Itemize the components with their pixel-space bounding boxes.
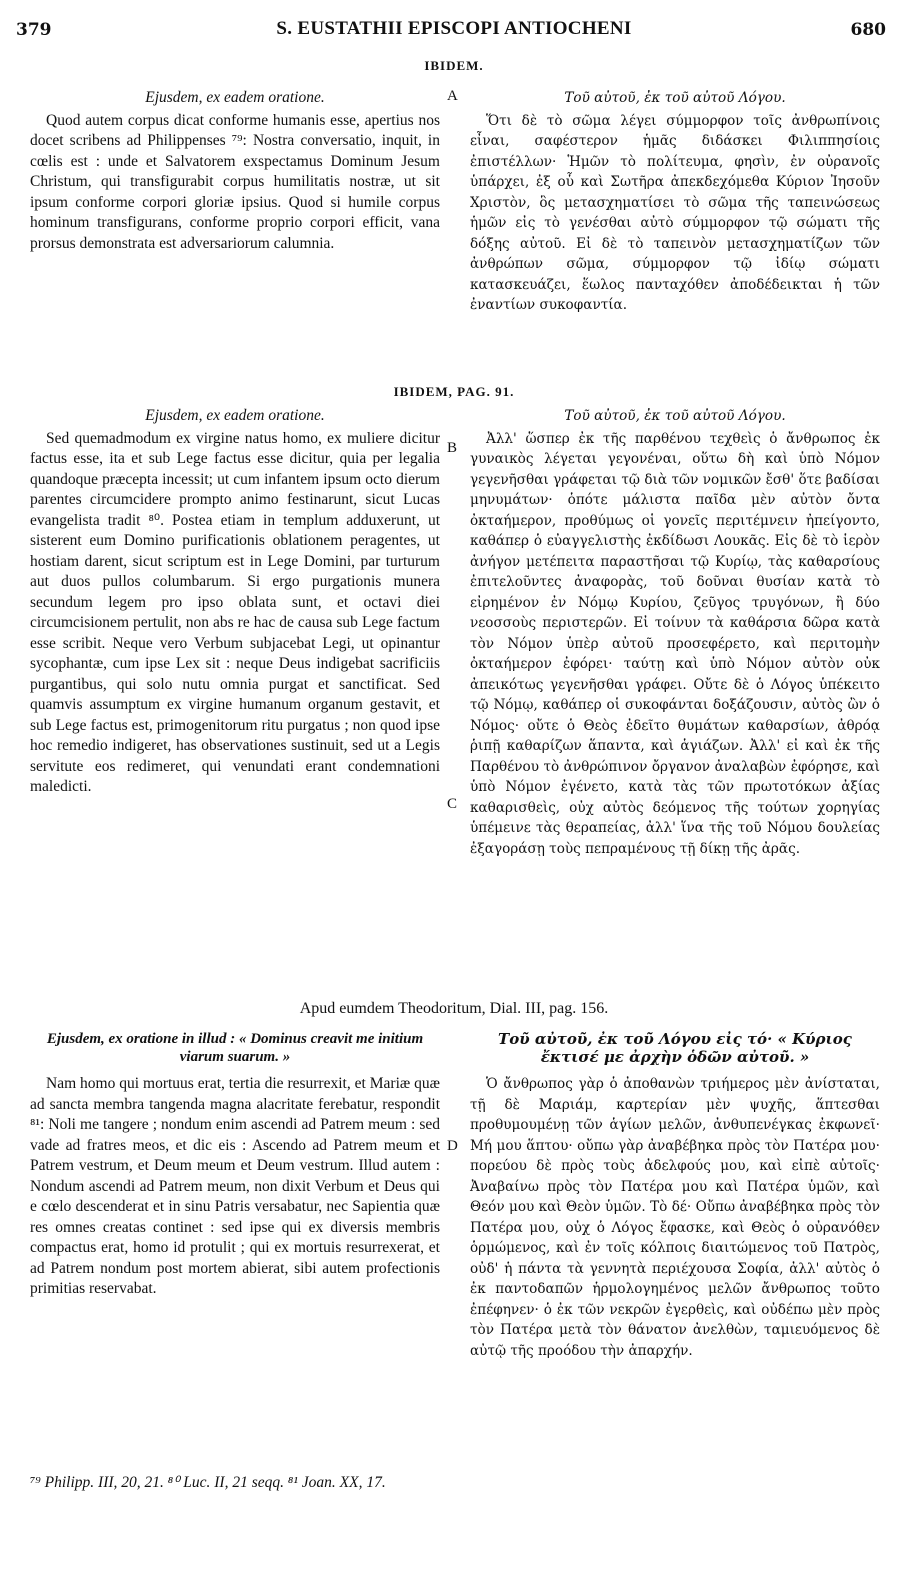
latin-column-3	[30, 1030, 440, 1300]
footnotes: ⁷⁹ Philipp. III, 20, 21. ⁸⁰ Luc. II, 21 seqq. ⁸¹ Joan. XX, 17.	[30, 1474, 386, 1491]
latin-heading-2: Ejusdem, ex eadem oratione.	[145, 407, 325, 424]
section-heading-theodoritum: Apud eumdem Theodoritum, Dial. III, pag. 156.	[299, 1000, 609, 1017]
latin-text-2: Sed quemadmodum ex virgine natus homo, ex muliere dicitur factus esse, ita et sub Lege factus esse dicitur, quia per legalia quandoque præcepta incessit; ut cum infantem ipsum octo dierum parentes circumcidere prompto animo festinarunt, sicut Lucas evangelista tradit ⁸⁰. Postea etiam in templum adduxerunt, ut sisterent eum Domino purificationis oblationem peragentes, ut hostiam darent, sicut scriptum est in Lege Domini, par turturum aut duos pullos columbarum. Si ergo purgationis munera secundum legem pro ipso oblata sunt, et octavi diei circumcisionem pertulit, non abs re hac de causa sub Lege factum esse scribit. Neque vero Verbum subjacebat Legi, ut opinantur sycophantæ, cum ipse Lex sit : neque Deus indigebat sacrificiis purgantibus, qui solo nutu omnia purgat et sanctificat. Sed quamvis assumptum ex virgine humanum organum gestavit, et sub Lege factus est, primogenitorum ritu purgatus ; non quod ipse hoc remedio indigeret, has observationes sustinuit, sed ut a Legis servitute eos redimeret, qui venundati erant condemnationi maledicti.	[30, 429, 440, 795]
margin-marker-d: D	[447, 1138, 458, 1154]
greek-text-1: Ὅτι δὲ τὸ σῶμα λέγει σύμμορφον τοῖς ἀνθρωπίνοις εἶναι, σαφέστερον ἡμᾶς διδάσκει Φιλιππησίοις ἐπιστέλλων· Ἡμῶν τὸ πολίτευμα, φησὶν, ἐν οὐρανοῖς ὑπάρχει, ἐξ οὗ καὶ Σωτῆρα ἀπεκδεχόμεθα Κύριον Ἰησοῦν Χριστὸν, ὃς μετασχηματίσει τὸ σῶμα τῆς ταπεινώσεως ἡμῶν εἰς τὸ γενέσθαι αὐτὸ σύμμορφον τῷ σώματι τῆς δόξης αὐτοῦ. Εἰ δὲ τὸ ταπεινὸν μετασχηματίζων τῶν ἀνθρώπων σῶμα, σύμμορφον τῷ ἰδίῳ σώματι κατασκευάζει, ἕωλος πανταχόθεν ἀποδέδεικται ἡ τῶν ἐναντίων συκοφαντία.	[470, 112, 880, 313]
greek-column-2	[470, 406, 880, 859]
greek-column-3	[470, 1030, 880, 1361]
margin-marker-b: B	[447, 440, 458, 456]
latin-text-1: Quod autem corpus dicat conforme humanis esse, apertius nos docet scribens ad Philippenses ⁷⁹: Nostra conversatio, inquit, in cœlis est : unde et Salvatorem exspectamus Dominum Jesum Christum, qui transfigurabit corpus humilitatis nostræ, ut sit ipsum conforme corpori gloriæ ipsius. Quod si humile corpus hominum transfigurans, conforme proprio corpori efficit, vana prorsus demonstrata est adversariorum calumnia.	[30, 111, 440, 252]
running-title: S. EUSTATHII EPISCOPI ANTIOCHENI	[276, 18, 632, 39]
greek-heading-2: Τοῦ αὐτοῦ, ἐκ τοῦ αὐτοῦ Λόγου.	[564, 408, 786, 424]
greek-heading-3: Τοῦ αὐτοῦ, ἐκ τοῦ Λόγου εἰς τό· « Κύριος ἔκτισέ με ἀρχὴν ὁδῶν αὐτοῦ. »	[498, 1030, 852, 1066]
greek-text-3: Ὁ ἄνθρωπος γὰρ ὁ ἀποθανὼν τριήμερος μὲν ἀνίσταται, τῇ δὲ Μαριάμ, καρτερίαν μὲν ψυχῆς, ἅπτεσθαι προθυμουμένῃ τῶν ἁγίων μελῶν, ἀνθυπενέγκας ἐκφωνεῖ· Μή μου ἅπτου· οὔπω γὰρ ἀναβέβηκα πρὸς τὸν Πατέρα μου· πορεύου δὲ πρὸς τοὺς ἀδελφούς μου, καὶ εἰπὲ αὐτοῖς· Ἀναβαίνω πρὸς τὸν Πατέρα μου καὶ Πατέρα ὑμῶν, καὶ Θεόν μου καὶ Θεὸν ὑμῶν. Τὸ δέ· Οὔπω ἀναβέβηκα πρὸς τὸν Πατέρα μου, οὐχ ὁ Λόγος ἔφασκε, καὶ Θεὸς ὁ οὐρανόθεν ὁρμώμενος, καὶ ἐν τοῖς κόλποις διαιτώμενος τοῦ Πατρὸς, οὐδ' ἡ πάντα τὰ γεννητὰ περιέχουσα Σοφία, ἀλλ' αὐτὸς ὁ ἐκ παντοδαπῶν ἡρμολογημένος μελῶν ἄνθρωπος τοῦτο ἐπέφηνεν· ὁ ἐκ τῶν νεκρῶν ἐγερθεὶς, καὶ οὐδέπω μὲν πρὸς τὸν Πατέρα μετὰ τὸν θάνατον ἀνελθὼν, ταμιευόμενος δὲ αὐτῷ τῆς προόδου τὴν ἀπαρχήν.	[470, 1076, 880, 1359]
margin-marker-c: C	[447, 796, 458, 812]
latin-column-2	[30, 406, 440, 798]
section-heading-ibidem-pag: IBIDEM, PAG. 91.	[393, 384, 515, 399]
page-number-left: 379	[16, 20, 52, 40]
latin-heading-3: Ejusdem, ex oratione in illud : « Dominus creavit me initium viarum suarum. »	[46, 1031, 424, 1065]
latin-column-1	[30, 88, 440, 254]
latin-text-3: Nam homo qui mortuus erat, tertia die resurrexit, et Mariæ quæ ad sancta membra tangenda magna alacritate ferebatur, respondit ⁸¹: Noli me tangere ; nondum enim ascendi ad Patrem meum : sed vade ad fratres meos, et dic eis : Ascendo ad Patrem meum et Patrem vestrum, et Deum meum et Deum vestrum. Illud autem : Nondum ascendi ad Patrem meum, non dixit Verbum et Deus qui e cœlo descenderat et in sinu Patris versabatur, nec Sapientia quæ res omnes creatas continet : sed ipse qui ex diversis membris compactus erat, homo id protulit ; qui ex mortuis resurrexerat, et ad Patrem nondum post mortem abierat, sibi autem profectionis primitias reservabat.	[30, 1075, 440, 1297]
greek-text-2: Ἀλλ' ὥσπερ ἐκ τῆς παρθένου τεχθεὶς ὁ ἄνθρωπος ἐκ γυναικὸς λέγεται γεγονέναι, οὕτω δὴ καὶ ὑπὸ Νόμον γεγενῆσθαι γράφεται τῷ διὰ τῶν νομικῶν ἔσθ' ὅτε βαδίσαι μηνυμάτων· ὁπότε μάλιστα παῖδα μὲν αὐτὸν ὄντα ὀκταήμερον, προθύμως οἱ γονεῖς περιτέμνειν ἠπείγοντο, καθάπερ ὁ εὐαγγελιστὴς ἐκδίδωσι Λουκᾶς. Εἰς δὲ τὸ ἱερὸν ἀνήγον μετέπειτα παραστῆσαι τῷ Κυρίῳ, τὰς καθαρσίους ἐπιτελοῦντες ἀναφορὰς, τοῦ δοῦναι θυσίαν κατὰ τὸ εἰρημένον ἐν Νόμῳ Κυρίου, ζεῦγος τρυγόνων, ἢ δύο νεοσσοὺς περιστερῶν. Εἰ τοίνυν τὰ καθάρσια δῶρα κατὰ τὸν Νόμον ὑπὲρ αὐτοῦ προσεφέρετο, καὶ περιτομὴν ὀκταήμερον ἐφόρει· ταύτῃ καὶ ὑπὸ Νόμον αὐτὸν οὐκ ἀπεικότως γεγενῆσθαι γράφει. Οὔτε δὲ ὁ Λόγος ὑπέκειτο τῷ Νόμῳ, καθάπερ οἱ συκοφάνται δοξάζουσιν, αὐτὸς ὢν ὁ Νόμος· οὔτε ὁ Θεὸς ἐδεῖτο θυμάτων καθαρσίων, ἀθρόᾳ ῥιπῇ καθαρίζων ἅπαντα, καὶ ἁγιάζων. Ἀλλ' εἰ καὶ ἐκ τῆς Παρθένου τὸ ἀνθρώπινον ὄργανον ἀναλαβὼν ἐφόρησε, καὶ ὑπὸ Νόμον ἐγένετο, κατὰ τὰς τῶν πρωτοτόκων ἀξίας καθαρισθεὶς, οὐχ αὐτὸς δεόμενος τῆς τούτων χορηγίας ὑπέμεινε τὰς θεραπείας, ἀλλ' ἵνα τῆς τοῦ Νόμου δουλείας ἐξαγοράσῃ τοὺς πεπραμένους τῇ δίκῃ τῆς ἀρᾶς.	[470, 430, 880, 857]
greek-column-1	[470, 88, 880, 316]
latin-heading-1: Ejusdem, ex eadem oratione.	[145, 89, 325, 106]
page-number-right: 680	[850, 20, 886, 40]
page-header	[0, 18, 908, 48]
margin-marker-a: A	[447, 88, 458, 104]
section-heading-ibidem: IBIDEM.	[424, 58, 484, 73]
greek-heading-1: Τοῦ αὐτοῦ, ἐκ τοῦ αὐτοῦ Λόγου.	[564, 90, 786, 106]
